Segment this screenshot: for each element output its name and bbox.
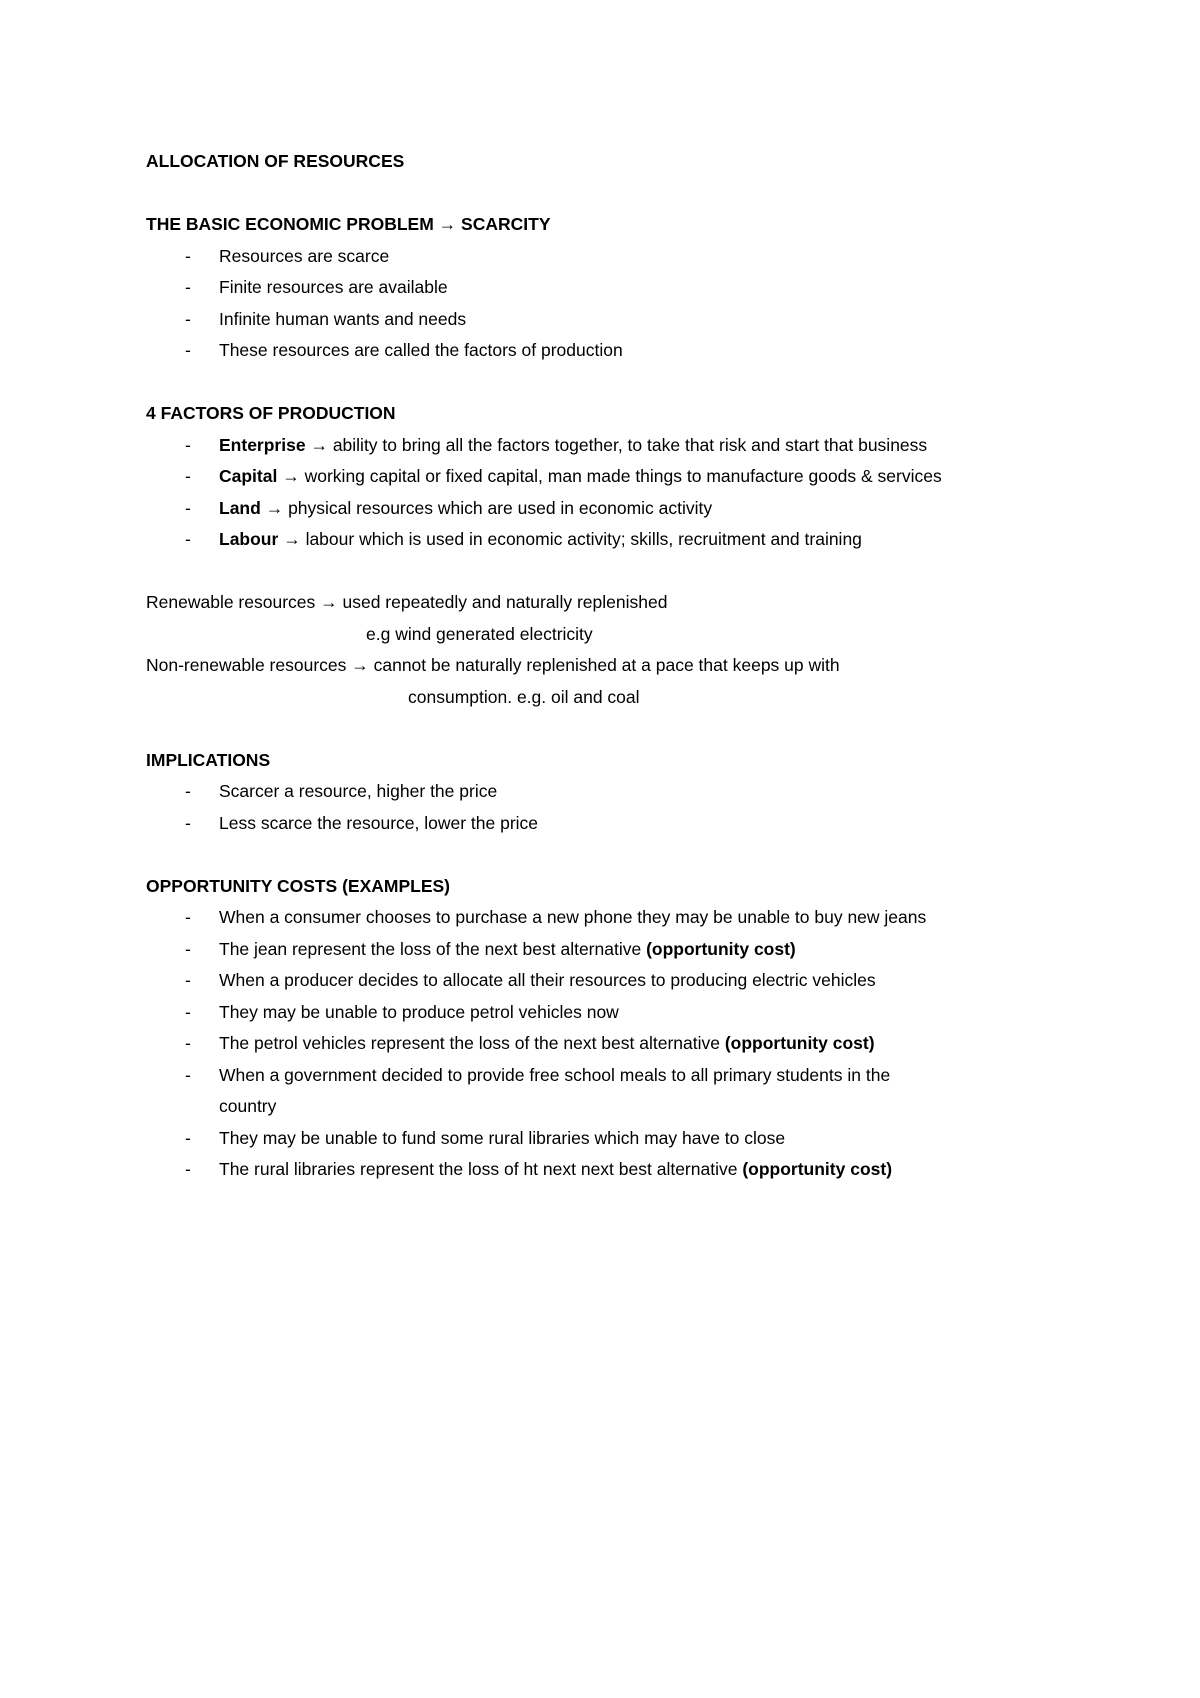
heading-left: THE BASIC ECONOMIC PROBLEM bbox=[146, 214, 434, 234]
spacer bbox=[146, 839, 1106, 871]
nonrenewable-line: Non-renewable resources → cannot be naturally replenished at a pace that keeps up with bbox=[146, 655, 840, 675]
list-item bbox=[146, 1060, 1106, 1092]
factor-term: Land bbox=[219, 497, 261, 518]
dash-bullet: - bbox=[185, 1159, 191, 1179]
section-heading-factors: 4 FACTORS OF PRODUCTION bbox=[146, 403, 396, 423]
dash-bullet: - bbox=[185, 1064, 191, 1085]
list-item bbox=[146, 808, 1106, 840]
list-item bbox=[146, 997, 1106, 1029]
list-item-text: Resources are scarce bbox=[219, 245, 390, 266]
dash-bullet: - bbox=[185, 812, 191, 833]
list-item bbox=[146, 430, 1106, 462]
list-item-text: When a consumer chooses to purchase a new phone they may be unable to buy new jeans bbox=[219, 907, 927, 927]
section-heading-opportunity: OPPORTUNITY COSTS (EXAMPLES) bbox=[146, 875, 451, 896]
dash-bullet: - bbox=[185, 497, 191, 518]
list-item bbox=[146, 902, 1106, 934]
dash-bullet: - bbox=[185, 907, 191, 927]
list-item bbox=[146, 1154, 1106, 1186]
dash-bullet: - bbox=[185, 434, 191, 455]
spacer bbox=[146, 713, 1106, 745]
arrow-icon: → bbox=[265, 497, 284, 518]
dash-bullet: - bbox=[185, 781, 191, 801]
factor-term: Capital bbox=[219, 466, 278, 486]
list-item bbox=[146, 934, 1106, 966]
factor-term: Labour bbox=[219, 529, 279, 549]
dash-bullet: - bbox=[185, 970, 191, 990]
list-item bbox=[146, 272, 1106, 304]
list-item-continuation: country bbox=[219, 1096, 277, 1116]
opportunity-cost-label: (opportunity cost) bbox=[724, 1033, 875, 1053]
list-item-text: They may be unable to fund some rural libraries which may have to close bbox=[219, 1127, 786, 1148]
factor-desc: working capital or fixed capital, man made things to manufacture goods & services bbox=[304, 466, 942, 486]
dash-bullet: - bbox=[185, 245, 191, 266]
list-item-text: Infinite human wants and needs bbox=[219, 308, 467, 329]
list-item bbox=[146, 1123, 1106, 1155]
list-item bbox=[146, 776, 1106, 808]
list-item-text: These resources are called the factors of production bbox=[219, 340, 623, 360]
list-item bbox=[146, 524, 1106, 556]
spacer bbox=[146, 178, 1106, 210]
dash-bullet: - bbox=[185, 1127, 191, 1148]
list-item bbox=[146, 1028, 1106, 1060]
list-item bbox=[146, 241, 1106, 273]
dash-bullet: - bbox=[185, 466, 191, 486]
section-heading-implications: IMPLICATIONS bbox=[146, 749, 271, 770]
factor-desc: ability to bring all the factors together, to take that risk and start that business bbox=[332, 434, 928, 455]
list-item bbox=[146, 335, 1106, 367]
document-page bbox=[146, 146, 1106, 1186]
factor-desc: physical resources which are used in economic activity bbox=[288, 497, 713, 518]
list-item bbox=[146, 304, 1106, 336]
list-item-text: The jean represent the loss of the next best alternative bbox=[219, 938, 647, 959]
list-item-text: They may be unable to produce petrol vehicles now bbox=[219, 1001, 619, 1022]
section-heading-basic-problem bbox=[146, 209, 1106, 241]
list-item-text: Less scarce the resource, lower the price bbox=[219, 812, 539, 833]
arrow-icon: → bbox=[310, 434, 328, 455]
list-item-text: Finite resources are available bbox=[219, 277, 448, 297]
opportunity-cost-label: (opportunity cost) bbox=[742, 1159, 893, 1179]
dash-bullet: - bbox=[185, 308, 191, 329]
list-item-text: Scarcer a resource, higher the price bbox=[219, 781, 498, 801]
page-title: ALLOCATION OF RESOURCES bbox=[146, 151, 405, 171]
factor-term: Enterprise bbox=[219, 434, 306, 455]
spacer bbox=[146, 556, 1106, 588]
dash-bullet: - bbox=[185, 277, 191, 297]
dash-bullet: - bbox=[185, 529, 191, 549]
list-item bbox=[146, 965, 1106, 997]
dash-bullet: - bbox=[185, 1033, 191, 1053]
factor-desc: labour which is used in economic activity; skills, recruitment and training bbox=[305, 529, 862, 549]
arrow-icon: → bbox=[283, 529, 301, 549]
dash-bullet: - bbox=[185, 938, 191, 959]
renewable-line: Renewable resources → used repeatedly and naturally replenished bbox=[146, 592, 668, 612]
list-item bbox=[146, 461, 1106, 493]
opportunity-cost-label: (opportunity cost) bbox=[646, 938, 796, 959]
arrow-icon: → bbox=[438, 214, 457, 234]
list-item-text: When a government decided to provide free school meals to all primary students in the bbox=[219, 1064, 891, 1085]
list-item bbox=[146, 493, 1106, 525]
heading-right: SCARCITY bbox=[461, 214, 551, 234]
list-item-text: When a producer decides to allocate all their resources to producing electric vehicles bbox=[219, 970, 876, 990]
arrow-icon: → bbox=[282, 466, 300, 486]
renewable-example: e.g wind generated electricity bbox=[366, 623, 593, 644]
nonrenewable-continuation: consumption. e.g. oil and coal bbox=[408, 686, 640, 707]
list-item-text: The petrol vehicles represent the loss of the next best alternative bbox=[219, 1033, 725, 1053]
dash-bullet: - bbox=[185, 340, 191, 360]
list-item-text: The rural libraries represent the loss of ht next next best alternative bbox=[219, 1159, 743, 1179]
spacer bbox=[146, 367, 1106, 399]
dash-bullet: - bbox=[185, 1001, 191, 1022]
